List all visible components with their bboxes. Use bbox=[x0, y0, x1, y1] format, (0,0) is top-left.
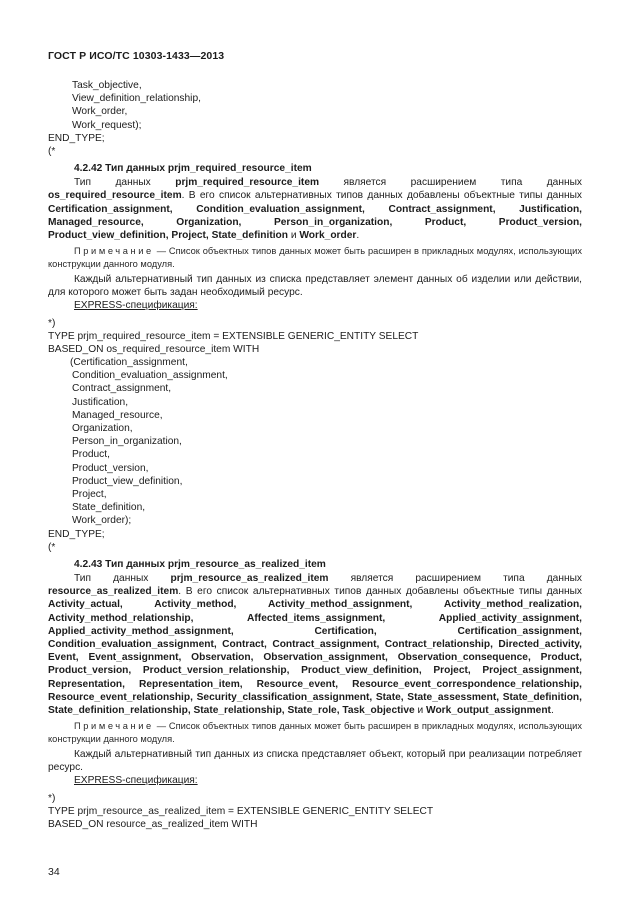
code-line: Work_request); bbox=[72, 119, 142, 131]
note-text: — Список объектных типов данных может быть расширен в прикладных модулях, использующих конструкции данного модуля. bbox=[48, 721, 582, 744]
code-line: *) bbox=[48, 792, 56, 804]
section-4-2-42-paragraph bbox=[48, 176, 582, 242]
code-line: Justification, bbox=[72, 396, 129, 408]
code-line: Product_version, bbox=[72, 462, 149, 474]
text-run: и bbox=[414, 704, 427, 716]
code-line: Work_order, bbox=[72, 106, 128, 118]
code-comment-open: (* bbox=[48, 541, 56, 553]
text-run: . В его список альтернативных типов данных добавлены объектные типы данных bbox=[181, 190, 582, 202]
code-line: View_definition_relationship, bbox=[72, 93, 201, 105]
code-line: BASED_ON resource_as_realized_item WITH bbox=[48, 818, 258, 830]
code-line: Product_view_definition, bbox=[72, 475, 183, 487]
code-end-type: END_TYPE; bbox=[48, 132, 105, 144]
text-run: Тип данных bbox=[74, 572, 171, 584]
page-content bbox=[48, 79, 582, 831]
page-number: 34 bbox=[48, 866, 60, 878]
code-line: Managed_resource, bbox=[72, 409, 163, 421]
code-line: Person_in_organization, bbox=[72, 436, 182, 448]
type-name: resource_as_realized_item bbox=[48, 586, 179, 598]
paragraph: Каждый альтернативный тип данных из списка представляет элемент данных об изделии или действии, для которого может быть задан необходимый ресурс. bbox=[48, 273, 582, 299]
code-line: TYPE prjm_resource_as_realized_item = EXTENSIBLE GENERIC_ENTITY SELECT bbox=[48, 805, 434, 817]
code-line: Work_order); bbox=[72, 515, 132, 527]
note-text: — Список объектных типов данных может быть расширен в прикладных модулях, использующих конструкции данного модуля. bbox=[48, 246, 582, 269]
page-header: ГОСТ Р ИСО/ТС 10303-1433—2013 bbox=[48, 50, 225, 62]
code-block-previous bbox=[48, 79, 582, 158]
text-run: . bbox=[550, 704, 554, 716]
type-name: Work_output_assignment bbox=[426, 704, 551, 716]
code-line: *) bbox=[48, 317, 56, 329]
text-run: . В его список альтернативных типов данных добавлены объектные типы данных bbox=[178, 586, 582, 598]
note-label: Примечание bbox=[74, 246, 154, 257]
section-heading-4-2-42: 4.2.42 Тип данных prjm_required_resource_item bbox=[74, 163, 312, 175]
code-comment-open: (* bbox=[48, 145, 56, 157]
express-spec-label: EXPRESS-спецификация: bbox=[74, 775, 198, 787]
text-run: является расширением типа данных bbox=[319, 177, 583, 189]
section-heading-4-2-43: 4.2.43 Тип данных prjm_resource_as_realized_item bbox=[74, 558, 326, 570]
text-run: является расширением типа данных bbox=[328, 572, 582, 584]
type-name: prjm_resource_as_realized_item bbox=[170, 572, 329, 584]
code-line: Task_objective, bbox=[72, 80, 142, 91]
code-block-4-2-42 bbox=[48, 317, 582, 554]
code-line: BASED_ON os_required_resource_item WITH bbox=[48, 343, 260, 355]
note bbox=[48, 720, 582, 745]
code-line: Project, bbox=[72, 488, 107, 500]
text-run: Тип данных bbox=[74, 177, 176, 189]
type-name: prjm_required_resource_item bbox=[175, 177, 320, 189]
express-spec-label: EXPRESS-спецификация: bbox=[74, 300, 198, 312]
code-line: Contract_assignment, bbox=[72, 383, 172, 395]
code-line: Organization, bbox=[72, 423, 133, 435]
type-list: Certification_assignment, Condition_evaluation_assignment, Contract_assignment, Justification, Managed_resource, Organization, Person_in_organization, Product, Product_version, Product_view_definition, Project, State_definition bbox=[48, 203, 582, 241]
code-line: TYPE prjm_required_resource_item = EXTENSIBLE GENERIC_ENTITY SELECT bbox=[48, 330, 419, 342]
code-line: State_definition, bbox=[72, 502, 146, 514]
type-name: Work_order bbox=[299, 229, 357, 241]
note-label: Примечание bbox=[74, 721, 154, 732]
note bbox=[48, 245, 582, 270]
code-line: Condition_evaluation_assignment, bbox=[72, 370, 228, 382]
section-4-2-43-paragraph bbox=[48, 572, 582, 717]
text-run: и bbox=[288, 229, 300, 241]
paragraph: Каждый альтернативный тип данных из списка представляет объект, который при реализации потребляет ресурс. bbox=[48, 748, 582, 774]
text-run: . bbox=[356, 229, 360, 241]
type-name: os_required_resource_item bbox=[48, 190, 182, 202]
code-block-4-2-43 bbox=[48, 792, 582, 832]
code-end-type: END_TYPE; bbox=[48, 528, 105, 540]
type-list: Activity_actual, Activity_method, Activity_method_assignment, Activity_method_realization, Activity_method_relationship, Affected_items_assignment, Applied_activity_assignment, Applied_activity_method_assignment, Certification, Certification_assignment, Condition_evaluation_assignment, Contract, Contract_assignment, Contract_relationship, Directed_activity, Event, Event_assignment, Observation, Observation_assignment, Observation_consequence, Product, Product_version, Product_version_relationship, Product_view_definition, Project, Project_assignment, Representation, Representation_item, Resource_event, Resource_event_correspondence_relationship, Resource_event_relationship, Security_classification_assignment, State, State_assessment, State_definition, State_definition_relationship, State_relationship, State_role, Task_objective bbox=[48, 599, 582, 716]
code-line: Product, bbox=[72, 449, 110, 461]
code-line: (Certification_assignment, bbox=[70, 357, 188, 369]
